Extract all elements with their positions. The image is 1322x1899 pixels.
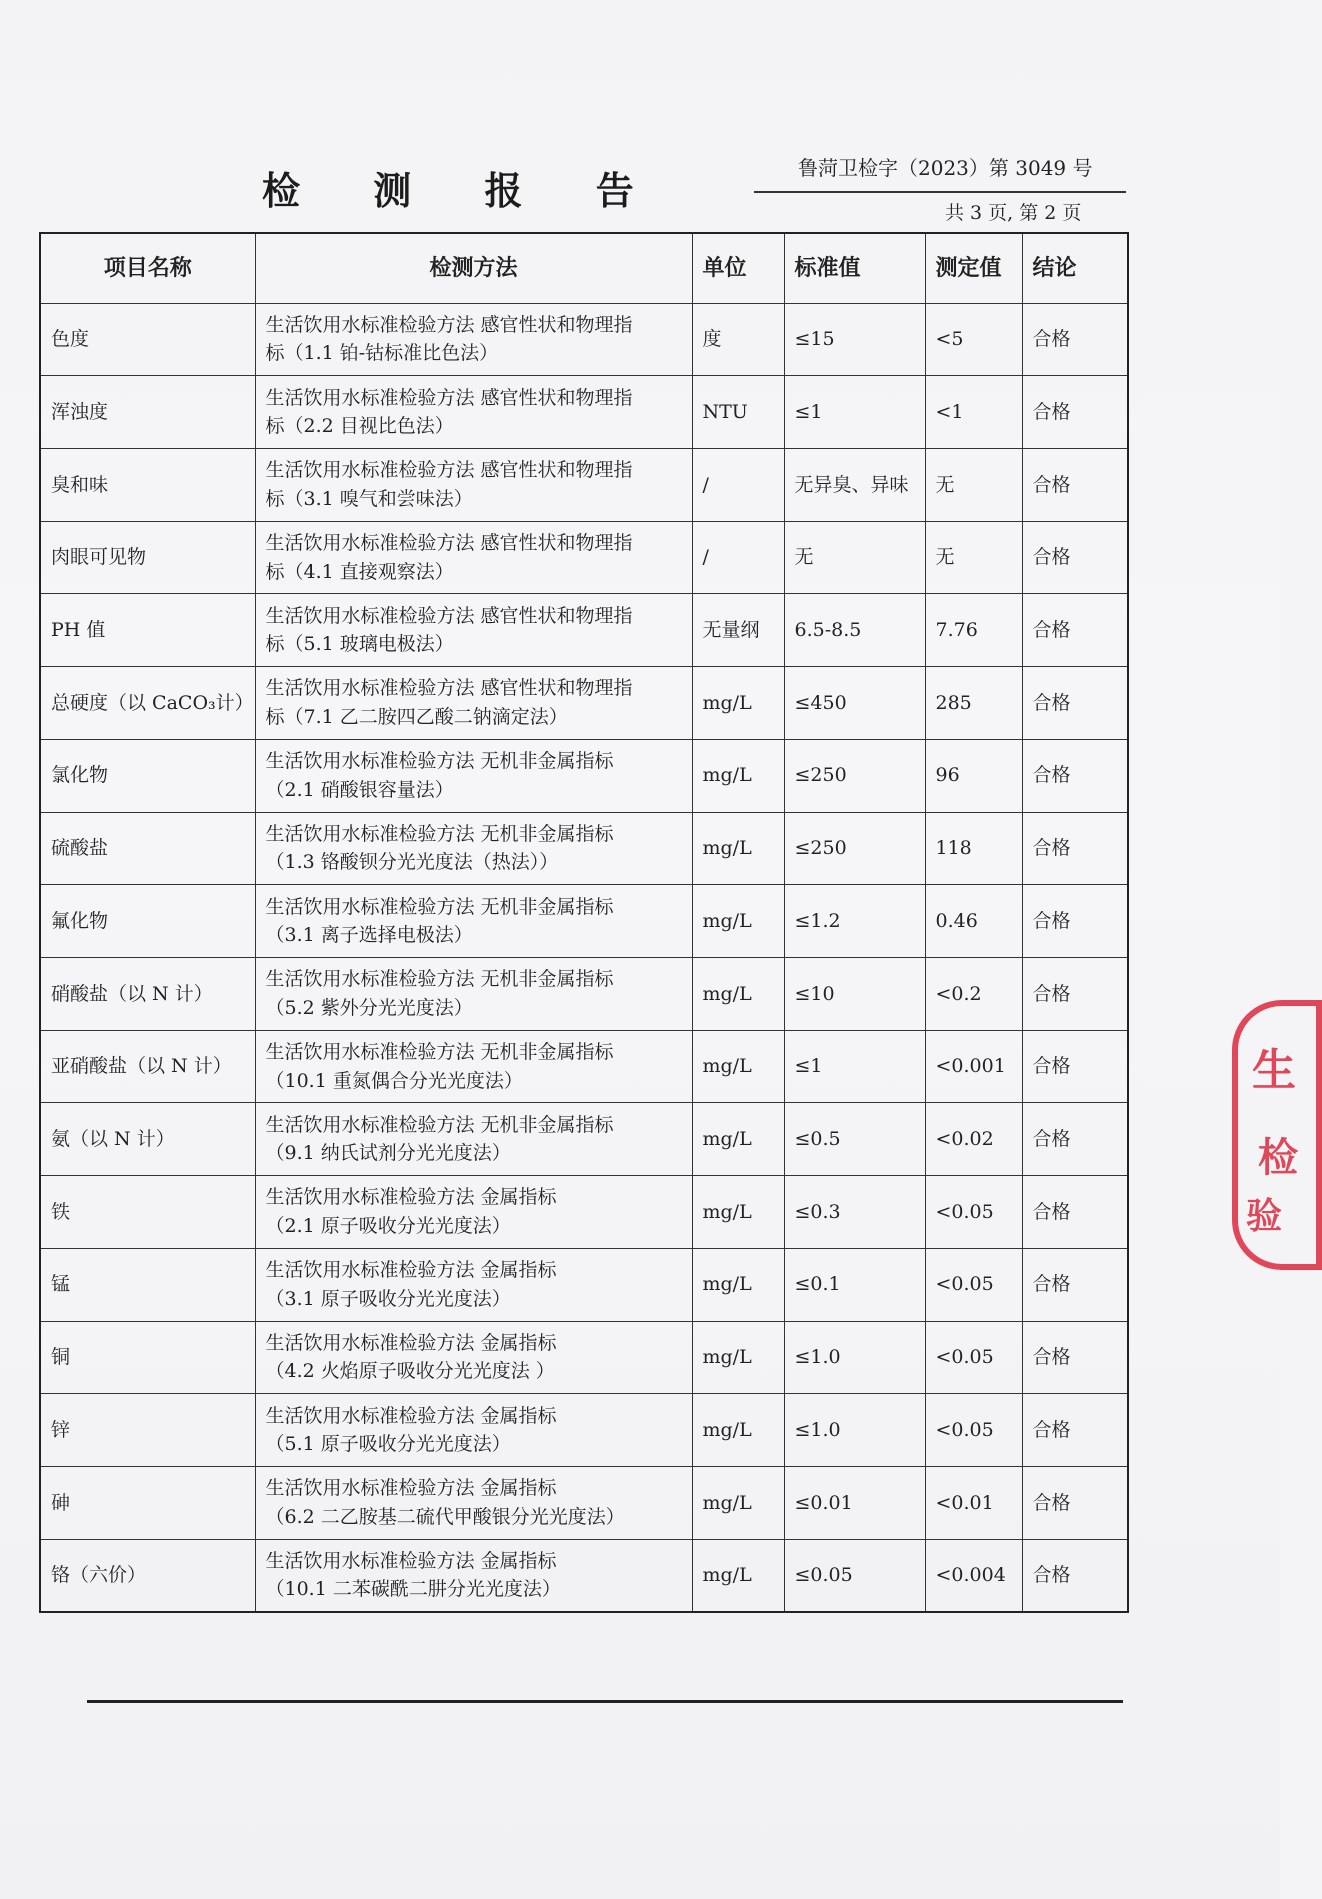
table-row xyxy=(40,1248,1128,1321)
table-row xyxy=(40,1321,1128,1394)
standard-cell: ≤10 xyxy=(784,957,925,1030)
measured-cell: <0.02 xyxy=(925,1103,1022,1176)
method-line-1: 生活饮用水标准检验方法 感官性状和物理指 xyxy=(265,313,633,336)
result-cell: 合格 xyxy=(1022,1248,1128,1321)
measured-cell: 118 xyxy=(925,812,1022,885)
unit-cell: NTU xyxy=(692,376,784,449)
method-cell xyxy=(255,1030,692,1103)
method-line-2: （10.1 二苯碳酰二肼分光光度法） xyxy=(265,1578,561,1601)
table-row xyxy=(40,957,1128,1030)
result-cell: 合格 xyxy=(1022,1103,1128,1176)
table-row xyxy=(40,812,1128,885)
standard-cell: ≤0.5 xyxy=(784,1103,925,1176)
table-row xyxy=(40,1467,1128,1540)
method-cell xyxy=(255,1539,692,1612)
header-method: 检测方法 xyxy=(255,233,692,303)
measured-cell: <0.2 xyxy=(925,957,1022,1030)
item-cell: 色度 xyxy=(40,303,255,376)
result-cell: 合格 xyxy=(1022,521,1128,594)
method-line-2: （1.3 铬酸钡分光光度法（热法）） xyxy=(265,851,559,874)
item-cell: 总硬度（以 CaCO₃计） xyxy=(40,667,255,740)
standard-cell: 无异臭、异味 xyxy=(784,448,925,521)
measured-cell: <1 xyxy=(925,376,1022,449)
method-line-2: （3.1 离子选择电极法） xyxy=(265,924,473,947)
item-cell: 臭和味 xyxy=(40,448,255,521)
method-line-1: 生活饮用水标准检验方法 感官性状和物理指 xyxy=(265,459,633,482)
footer-rule xyxy=(87,1700,1123,1703)
method-line-1: 生活饮用水标准检验方法 金属指标 xyxy=(265,1477,557,1500)
table-row xyxy=(40,303,1128,376)
seal-char: 检 xyxy=(1258,1134,1298,1181)
method-line-2: （5.1 原子吸收分光光度法） xyxy=(265,1433,511,1456)
unit-cell: mg/L xyxy=(692,957,784,1030)
results-table xyxy=(39,232,1129,1613)
item-cell: 砷 xyxy=(40,1467,255,1540)
method-line-1: 生活饮用水标准检验方法 感官性状和物理指 xyxy=(265,677,633,700)
item-cell: 氨（以 N 计） xyxy=(40,1103,255,1176)
result-cell: 合格 xyxy=(1022,594,1128,667)
unit-cell: mg/L xyxy=(692,667,784,740)
unit-cell: mg/L xyxy=(692,1467,784,1540)
report-title: 检 测 报 告 xyxy=(262,168,664,213)
measured-cell: <0.05 xyxy=(925,1176,1022,1249)
method-line-2: 标（4.1 直接观察法） xyxy=(265,560,454,583)
standard-cell: ≤0.05 xyxy=(784,1539,925,1612)
result-cell: 合格 xyxy=(1022,812,1128,885)
unit-cell: 无量纲 xyxy=(692,594,784,667)
method-line-2: （10.1 重氮偶合分光光度法） xyxy=(265,1069,523,1092)
method-line-2: 标（1.1 铂-钴标准比色法） xyxy=(265,342,499,365)
method-line-2: 标（2.2 目视比色法） xyxy=(265,415,454,438)
standard-cell: ≤1.0 xyxy=(784,1321,925,1394)
table-row xyxy=(40,1103,1128,1176)
unit-cell: 度 xyxy=(692,303,784,376)
item-cell: 硫酸盐 xyxy=(40,812,255,885)
official-seal xyxy=(1232,1000,1322,1270)
method-line-1: 生活饮用水标准检验方法 无机非金属指标 xyxy=(265,1041,614,1064)
standard-cell: ≤450 xyxy=(784,667,925,740)
result-cell: 合格 xyxy=(1022,667,1128,740)
method-line-1: 生活饮用水标准检验方法 感官性状和物理指 xyxy=(265,386,633,409)
table-row xyxy=(40,1394,1128,1467)
method-cell xyxy=(255,1321,692,1394)
result-cell: 合格 xyxy=(1022,1030,1128,1103)
method-line-2: （2.1 原子吸收分光光度法） xyxy=(265,1214,511,1237)
unit-cell: mg/L xyxy=(692,1539,784,1612)
measured-cell: <5 xyxy=(925,303,1022,376)
table-row xyxy=(40,521,1128,594)
result-cell: 合格 xyxy=(1022,1176,1128,1249)
method-cell xyxy=(255,885,692,958)
header-rule xyxy=(754,191,1126,193)
result-cell: 合格 xyxy=(1022,957,1128,1030)
seal-char: 验 xyxy=(1246,1195,1283,1237)
table-row xyxy=(40,448,1128,521)
item-cell: 铁 xyxy=(40,1176,255,1249)
table-row xyxy=(40,667,1128,740)
table-row xyxy=(40,739,1128,812)
item-cell: 氯化物 xyxy=(40,739,255,812)
result-cell: 合格 xyxy=(1022,1321,1128,1394)
result-cell: 合格 xyxy=(1022,303,1128,376)
method-line-1: 生活饮用水标准检验方法 金属指标 xyxy=(265,1259,557,1282)
standard-cell: ≤1 xyxy=(784,376,925,449)
method-line-2: 标（5.1 玻璃电极法） xyxy=(265,633,454,656)
result-cell: 合格 xyxy=(1022,739,1128,812)
method-cell xyxy=(255,1248,692,1321)
standard-cell: ≤1.0 xyxy=(784,1394,925,1467)
unit-cell: mg/L xyxy=(692,885,784,958)
method-line-1: 生活饮用水标准检验方法 无机非金属指标 xyxy=(265,822,614,845)
measured-cell: <0.004 xyxy=(925,1539,1022,1612)
method-line-2: （9.1 纳氏试剂分光光度法） xyxy=(265,1142,511,1165)
method-line-1: 生活饮用水标准检验方法 金属指标 xyxy=(265,1186,557,1209)
table-row xyxy=(40,376,1128,449)
standard-cell: ≤1 xyxy=(784,1030,925,1103)
method-line-2: （5.2 紫外分光光度法） xyxy=(265,996,473,1019)
result-cell: 合格 xyxy=(1022,448,1128,521)
method-cell xyxy=(255,594,692,667)
method-cell xyxy=(255,376,692,449)
method-cell xyxy=(255,1467,692,1540)
item-cell: 肉眼可见物 xyxy=(40,521,255,594)
unit-cell: mg/L xyxy=(692,812,784,885)
standard-cell: ≤15 xyxy=(784,303,925,376)
measured-cell: <0.05 xyxy=(925,1321,1022,1394)
standard-cell: ≤0.3 xyxy=(784,1176,925,1249)
table-row xyxy=(40,1176,1128,1249)
item-cell: 锰 xyxy=(40,1248,255,1321)
method-line-2: （4.2 火焰原子吸收分光光度法 ） xyxy=(265,1360,555,1383)
header-standard: 标准值 xyxy=(784,233,925,303)
standard-cell: ≤0.1 xyxy=(784,1248,925,1321)
item-cell: 锌 xyxy=(40,1394,255,1467)
method-line-1: 生活饮用水标准检验方法 感官性状和物理指 xyxy=(265,532,633,555)
standard-cell: 无 xyxy=(784,521,925,594)
measured-cell: <0.05 xyxy=(925,1394,1022,1467)
item-cell: 氟化物 xyxy=(40,885,255,958)
method-cell xyxy=(255,1103,692,1176)
measured-cell: <0.001 xyxy=(925,1030,1022,1103)
table-row xyxy=(40,1539,1128,1612)
unit-cell: mg/L xyxy=(692,1176,784,1249)
method-line-2: （2.1 硝酸银容量法） xyxy=(265,778,454,801)
method-line-1: 生活饮用水标准检验方法 金属指标 xyxy=(265,1404,557,1427)
item-cell: 亚硝酸盐（以 N 计） xyxy=(40,1030,255,1103)
method-cell xyxy=(255,303,692,376)
page-info: 共 3 页, 第 2 页 xyxy=(945,202,1082,224)
measured-cell: 285 xyxy=(925,667,1022,740)
item-cell: 浑浊度 xyxy=(40,376,255,449)
method-line-1: 生活饮用水标准检验方法 无机非金属指标 xyxy=(265,1113,614,1136)
item-cell: 铜 xyxy=(40,1321,255,1394)
method-cell xyxy=(255,1394,692,1467)
item-cell: 铬（六价） xyxy=(40,1539,255,1612)
result-cell: 合格 xyxy=(1022,376,1128,449)
method-line-1: 生活饮用水标准检验方法 无机非金属指标 xyxy=(265,968,614,991)
measured-cell: 7.76 xyxy=(925,594,1022,667)
unit-cell: / xyxy=(692,521,784,594)
standard-cell: ≤0.01 xyxy=(784,1467,925,1540)
method-cell xyxy=(255,1176,692,1249)
method-line-1: 生活饮用水标准检验方法 感官性状和物理指 xyxy=(265,604,633,627)
result-cell: 合格 xyxy=(1022,1539,1128,1612)
unit-cell: mg/L xyxy=(692,1030,784,1103)
unit-cell: mg/L xyxy=(692,1394,784,1467)
table-row xyxy=(40,594,1128,667)
method-cell xyxy=(255,667,692,740)
result-cell: 合格 xyxy=(1022,885,1128,958)
method-cell xyxy=(255,521,692,594)
standard-cell: ≤1.2 xyxy=(784,885,925,958)
unit-cell: mg/L xyxy=(692,739,784,812)
seal-char: 生 xyxy=(1252,1045,1296,1096)
table-row xyxy=(40,885,1128,958)
measured-cell: 0.46 xyxy=(925,885,1022,958)
method-cell xyxy=(255,812,692,885)
method-line-1: 生活饮用水标准检验方法 金属指标 xyxy=(265,1549,557,1572)
method-line-2: （3.1 原子吸收分光光度法） xyxy=(265,1287,511,1310)
report-number: 鲁菏卫检字（2023）第 3049 号 xyxy=(798,156,1093,180)
item-cell: 硝酸盐（以 N 计） xyxy=(40,957,255,1030)
result-cell: 合格 xyxy=(1022,1394,1128,1467)
unit-cell: mg/L xyxy=(692,1321,784,1394)
table-body xyxy=(40,303,1128,1612)
unit-cell: mg/L xyxy=(692,1103,784,1176)
header-measured: 测定值 xyxy=(925,233,1022,303)
header-result: 结论 xyxy=(1022,233,1128,303)
unit-cell: mg/L xyxy=(692,1248,784,1321)
measured-cell: <0.05 xyxy=(925,1248,1022,1321)
method-cell xyxy=(255,739,692,812)
result-cell: 合格 xyxy=(1022,1467,1128,1540)
table-row xyxy=(40,1030,1128,1103)
standard-cell: ≤250 xyxy=(784,812,925,885)
method-line-2: 标（3.1 嗅气和尝味法） xyxy=(265,487,473,510)
method-line-2: （6.2 二乙胺基二硫代甲酸银分光光度法） xyxy=(265,1505,625,1528)
measured-cell: 无 xyxy=(925,448,1022,521)
measured-cell: 无 xyxy=(925,521,1022,594)
method-line-1: 生活饮用水标准检验方法 无机非金属指标 xyxy=(265,750,614,773)
method-line-2: 标（7.1 乙二胺四乙酸二钠滴定法） xyxy=(265,705,568,728)
item-cell: PH 值 xyxy=(40,594,255,667)
standard-cell: ≤250 xyxy=(784,739,925,812)
table-header-row xyxy=(40,233,1128,303)
method-line-1: 生活饮用水标准检验方法 无机非金属指标 xyxy=(265,895,614,918)
header-unit: 单位 xyxy=(692,233,784,303)
measured-cell: 96 xyxy=(925,739,1022,812)
method-cell xyxy=(255,448,692,521)
method-line-1: 生活饮用水标准检验方法 金属指标 xyxy=(265,1331,557,1354)
method-cell xyxy=(255,957,692,1030)
measured-cell: <0.01 xyxy=(925,1467,1022,1540)
unit-cell: / xyxy=(692,448,784,521)
header-item: 项目名称 xyxy=(40,233,255,303)
standard-cell: 6.5-8.5 xyxy=(784,594,925,667)
